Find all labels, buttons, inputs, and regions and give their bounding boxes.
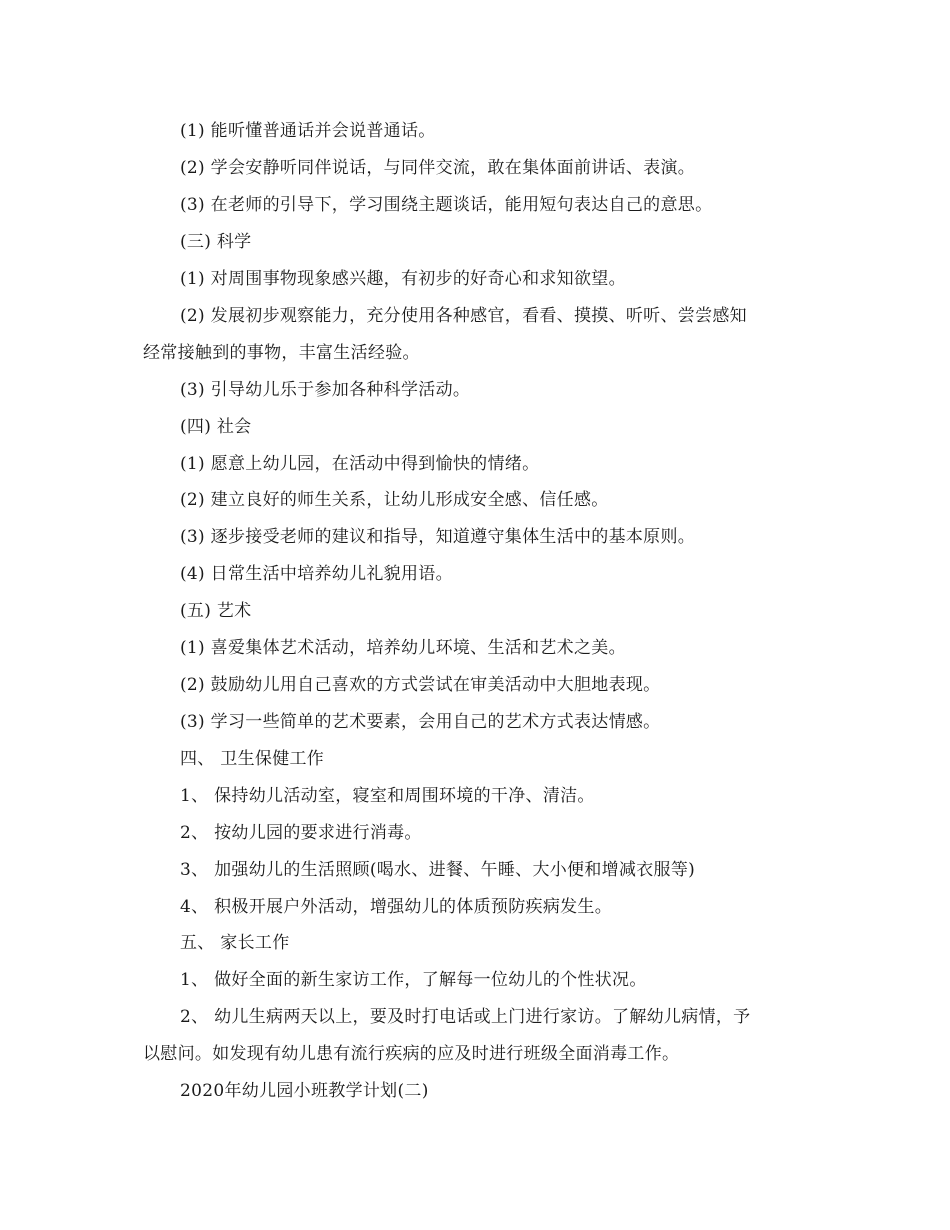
paragraph-line: (3) 在老师的引导下，学习围绕主题谈话，能用短句表达自己的意思。 bbox=[180, 195, 713, 215]
paragraph-line: (2) 建立良好的师生关系，让幼儿形成安全感、信任感。 bbox=[180, 490, 609, 510]
paragraph-line: (2) 学会安静听同伴说话，与同伴交流，敢在集体面前讲话、表演。 bbox=[180, 158, 696, 178]
paragraph-line: 2、 按幼儿园的要求进行消毒。 bbox=[180, 823, 422, 843]
paragraph-continuation-line: 以慰问。如发现有幼儿患有流行疾病的应及时进行班级全面消毒工作。 bbox=[143, 1044, 680, 1064]
paragraph-line: 2、 幼儿生病两天以上，要及时打电话或上门进行家访。了解幼儿病情，予 bbox=[180, 1007, 751, 1027]
paragraph-continuation-line: 经常接触到的事物，丰富生活经验。 bbox=[143, 343, 420, 363]
paragraph-line: (1) 喜爱集体艺术活动，培养幼儿环境、生活和艺术之美。 bbox=[180, 638, 626, 658]
section-heading: 五、 家长工作 bbox=[180, 933, 290, 953]
paragraph-line: (3) 引导幼儿乐于参加各种科学活动。 bbox=[180, 380, 471, 400]
paragraph-line: (1) 对周围事物现象感兴趣，有初步的好奇心和求知欲望。 bbox=[180, 269, 626, 289]
section-heading: (五) 艺术 bbox=[180, 601, 252, 621]
section-heading: 四、 卫生保健工作 bbox=[180, 749, 325, 769]
paragraph-line: (1) 能听懂普通话并会说普通话。 bbox=[180, 121, 436, 141]
paragraph-line: 4、 积极开展户外活动，增强幼儿的体质预防疾病发生。 bbox=[180, 897, 613, 917]
paragraph-line: (1) 愿意上幼儿园，在活动中得到愉快的情绪。 bbox=[180, 454, 540, 474]
paragraph-line: (2) 鼓励幼儿用自己喜欢的方式尝试在审美活动中大胆地表现。 bbox=[180, 675, 661, 695]
paragraph-line: (2) 发展初步观察能力，充分使用各种感官，看看、摸摸、听听、尝尝感知 bbox=[180, 306, 747, 326]
paragraph-line: (3) 逐步接受老师的建议和指导，知道遵守集体生活中的基本原则。 bbox=[180, 527, 696, 547]
paragraph-line: 1、 做好全面的新生家访工作，了解每一位幼儿的个性状况。 bbox=[180, 970, 647, 990]
section-heading: (三) 科学 bbox=[180, 232, 252, 252]
section-heading: (四) 社会 bbox=[180, 417, 252, 437]
paragraph-line: 3、 加强幼儿的生活照顾(喝水、进餐、午睡、大小便和增减衣服等) bbox=[180, 860, 696, 880]
paragraph-line: (3) 学习一些简单的艺术要素，会用自己的艺术方式表达情感。 bbox=[180, 712, 661, 732]
document-subtitle: 2020年幼儿园小班教学计划(二) bbox=[180, 1081, 429, 1101]
paragraph-line: (4) 日常生活中培养幼儿礼貌用语。 bbox=[180, 564, 453, 584]
paragraph-line: 1、 保持幼儿活动室，寝室和周围环境的干净、清洁。 bbox=[180, 786, 595, 806]
